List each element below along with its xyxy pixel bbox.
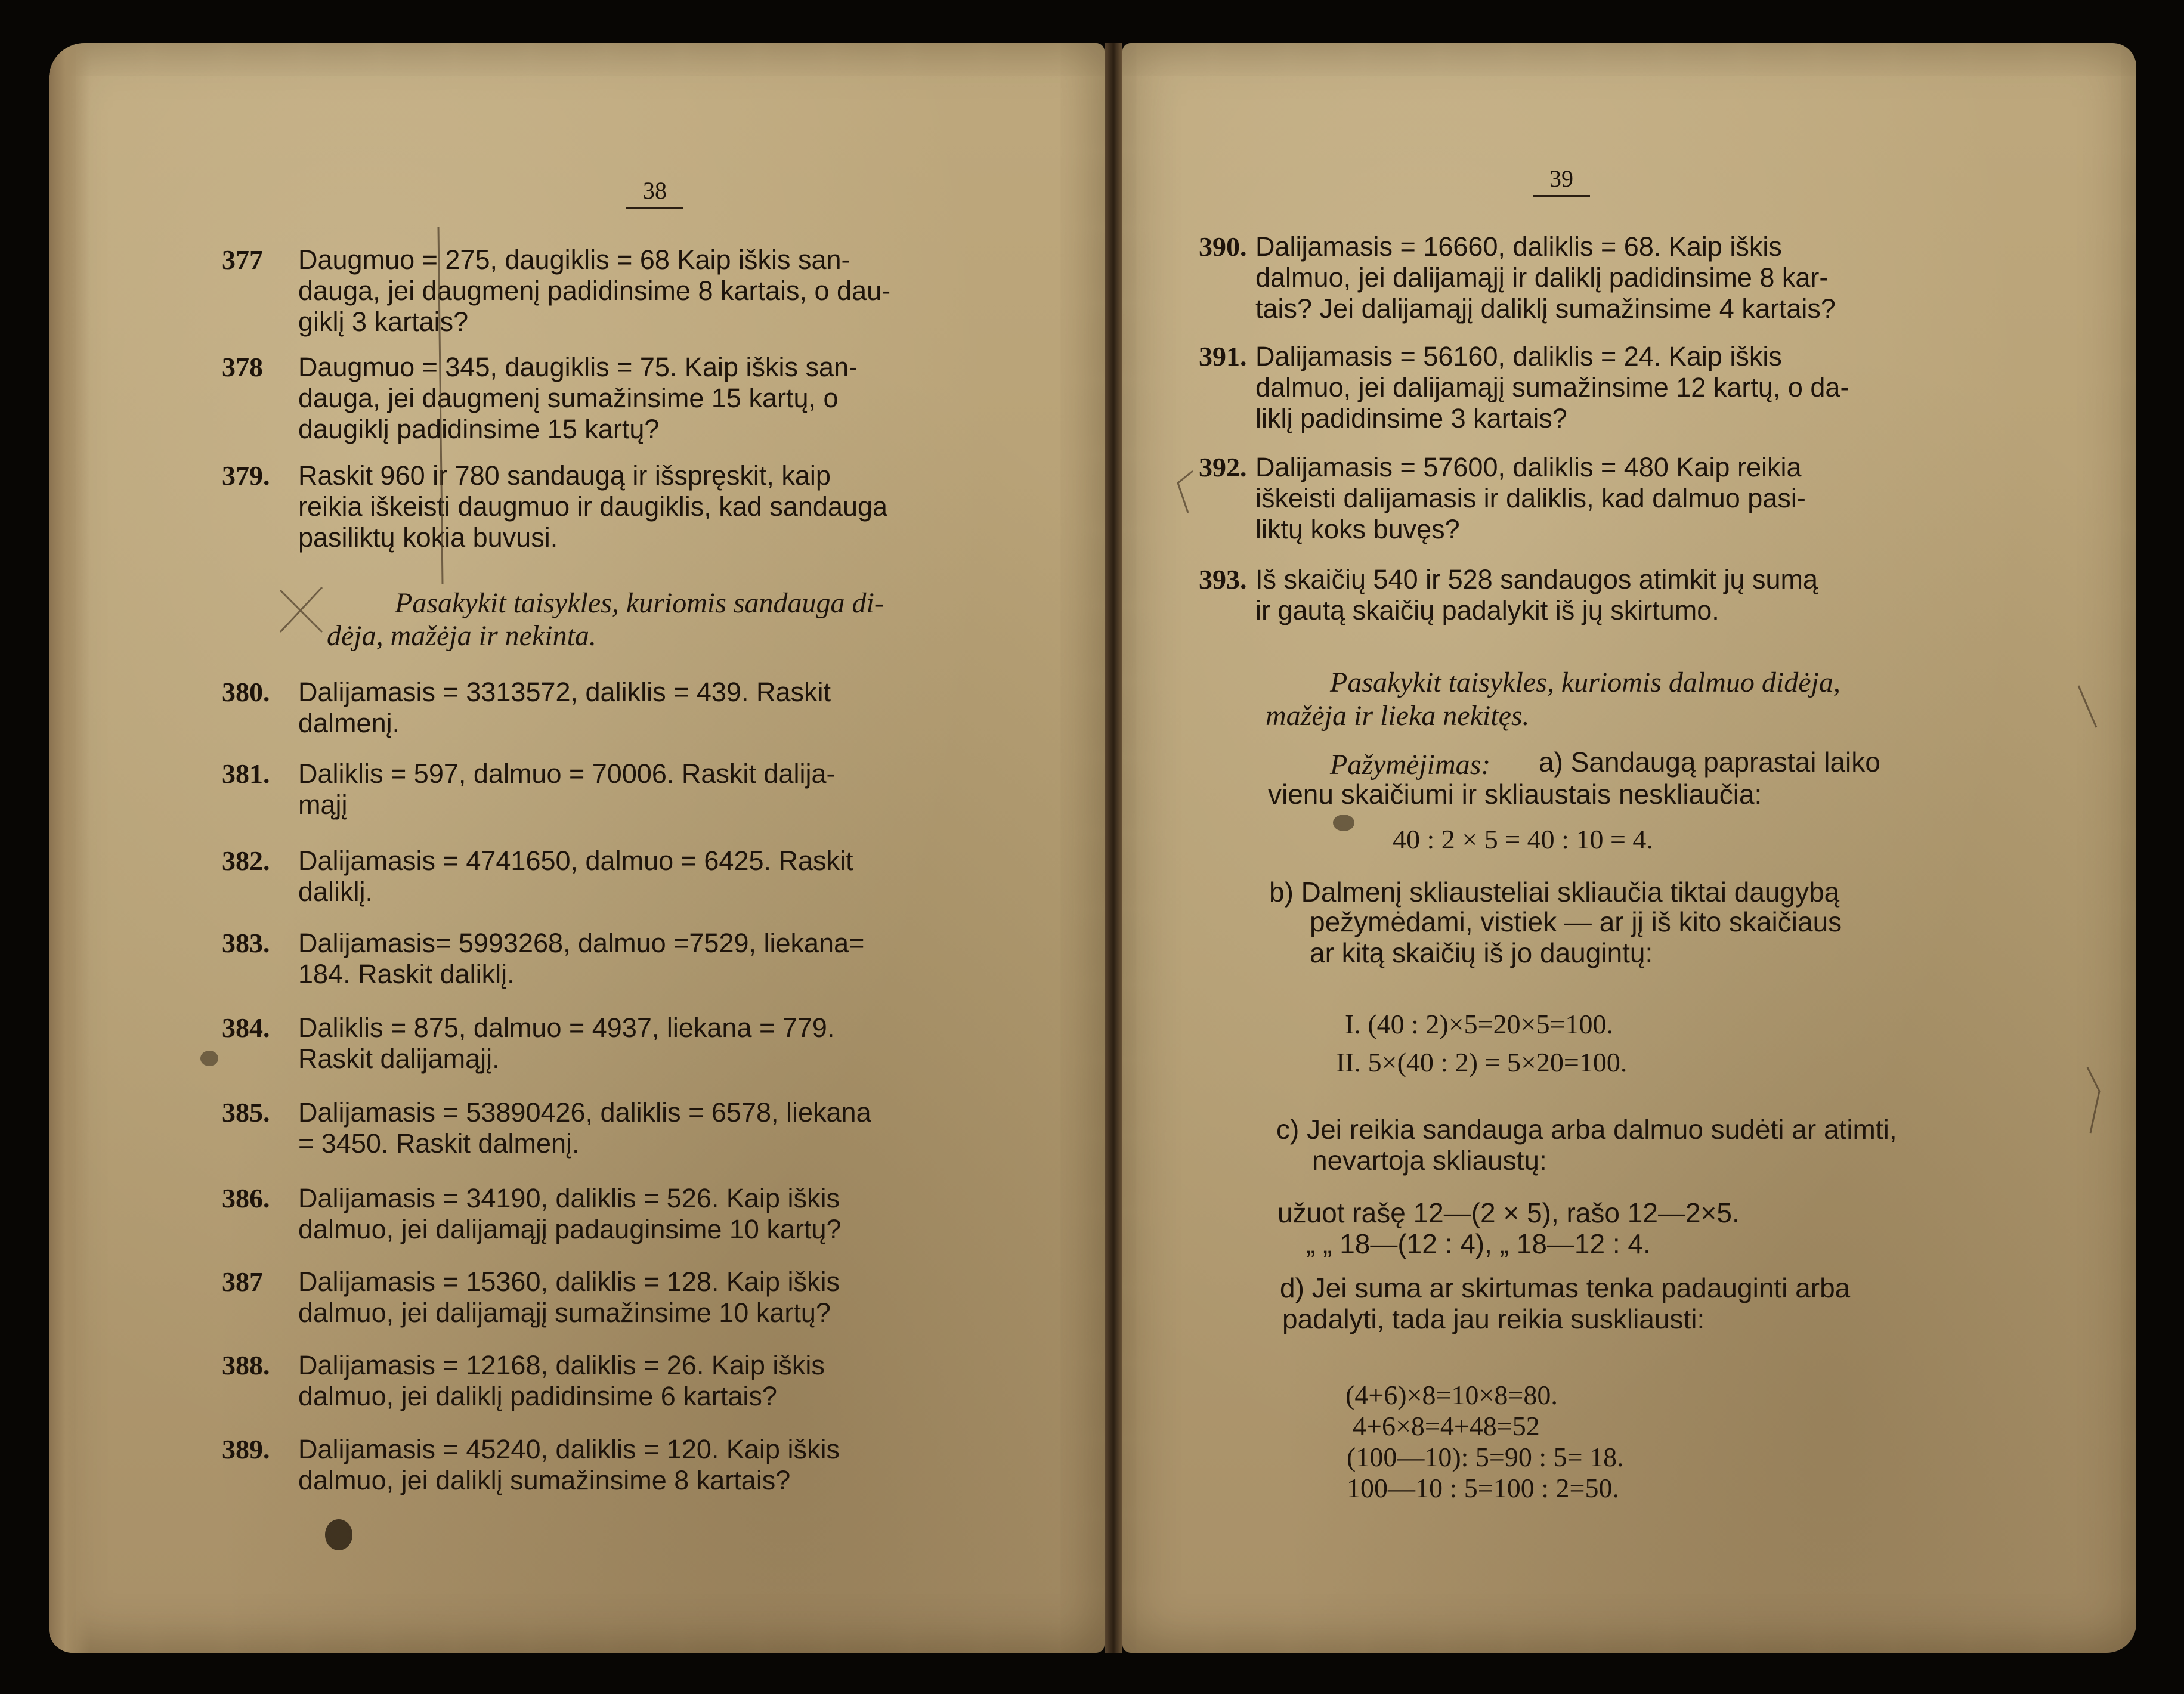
exercise-line: Daugmuo = 345, daugiklis = 75. Kaip iškis san- xyxy=(298,352,858,382)
exercise-line: Daugmuo = 275, daugiklis = 68 Kaip iškis san- xyxy=(298,244,850,275)
exercise-number: 378 xyxy=(222,352,263,382)
exercise-line: Iš skaičių 540 ir 528 sandaugos atimkit jų sumą xyxy=(1255,564,1818,594)
exercise-line: Dalijamasis = 53890426, daliklis = 6578, liekana xyxy=(298,1097,871,1128)
exercise-number: 389. xyxy=(222,1434,270,1464)
exercise-number: 387 xyxy=(222,1266,263,1297)
note-a-line: vienu skaičiumi ir skliaustais neskliaučia: xyxy=(1268,779,1762,810)
exercise-number: 393. xyxy=(1199,564,1247,594)
exercise-line: Dalijamasis = 3313572, daliklis = 439. Raskit xyxy=(298,677,831,707)
exercise-line: Dalijamasis = 34190, daliklis = 526. Kaip iškis xyxy=(298,1183,840,1213)
exercise-line: dalmuo, jei dalijamąjį sumažinsime 12 kartų, o da- xyxy=(1255,372,1849,402)
exercise-number: 382. xyxy=(222,846,270,876)
example-d-line: (100—10): 5=90 : 5= 18. xyxy=(1347,1442,1624,1472)
exercise-line: dalmuo, jei daliklį sumažinsime 8 kartais? xyxy=(298,1465,791,1495)
rule-prompt-line: dėja, mažėja ir nekinta. xyxy=(327,620,596,652)
example-d-line: (4+6)×8=10×8=80. xyxy=(1345,1380,1558,1410)
exercise-line: iškeisti dalijamasis ir daliklis, kad dalmuo pasi- xyxy=(1255,483,1806,513)
exercise-line: tais? Jei dalijamąjį daliklį sumažinsime 4 kartais? xyxy=(1255,293,1836,324)
note-b-line: pežymėdami, vistiek — ar jį iš kito skaičiaus xyxy=(1310,906,1842,937)
exercise-line: Dalijamasis = 56160, daliklis = 24. Kaip iškis xyxy=(1255,341,1782,371)
example-a: 40 : 2 × 5 = 40 : 10 = 4. xyxy=(1393,824,1653,854)
note-d-line: d) Jei suma ar skirtumas tenka padauginti arba xyxy=(1280,1272,1851,1303)
exercise-number: 380. xyxy=(222,677,270,707)
exercise-line: Dalijamasis = 57600, daliklis = 480 Kaip reikia xyxy=(1255,452,1802,482)
exercise-number: 377 xyxy=(222,244,263,275)
example-c-line: „ „ 18—(12 : 4), „ 18—12 : 4. xyxy=(1306,1228,1651,1259)
example-d-line: 4+6×8=4+48=52 xyxy=(1353,1411,1540,1441)
note-d-line: padalyti, tada jau reikia suskliausti: xyxy=(1282,1303,1705,1334)
exercise-number: 384. xyxy=(222,1012,270,1043)
exercise-line: 184. Raskit daliklį. xyxy=(298,959,515,989)
exercise-line: dalmuo, jei dalijamąjį ir daliklį padidinsime 8 kar- xyxy=(1255,262,1829,293)
exercise-line: Daliklis = 597, dalmuo = 70006. Raskit dalija- xyxy=(298,758,836,789)
exercise-line: dauga, jei daugmenį sumažinsime 15 kartų, o xyxy=(298,383,839,413)
exercise-line: giklį 3 kartais? xyxy=(298,306,469,337)
rule-prompt-line: mažėja ir lieka nekitęs. xyxy=(1266,700,1530,732)
exercise-number: 385. xyxy=(222,1097,270,1128)
exercise-line: dalmuo, jei daliklį padidinsime 6 kartais? xyxy=(298,1381,777,1411)
exercise-number: 381. xyxy=(222,758,270,789)
exercise-number: 390. xyxy=(1199,231,1247,262)
exercise-line: liklį padidinsime 3 kartais? xyxy=(1255,403,1567,433)
exercise-line: dalmuo, jei dalijamąjį padauginsime 10 kartų? xyxy=(298,1214,842,1244)
exercise-number: 391. xyxy=(1199,341,1247,371)
note-a-line: a) Sandaugą paprastai laiko xyxy=(1539,747,1880,778)
exercise-line: liktų koks buvęs? xyxy=(1255,514,1460,544)
exercise-line: pasiliktų kokia buvusi. xyxy=(298,522,558,553)
exercise-line: Raskit 960 ir 780 sandaugą ir išspręskit, kaip xyxy=(298,460,831,491)
note-label: Pažymėjimas: xyxy=(1330,749,1491,781)
exercise-line: Dalijamasis = 4741650, dalmuo = 6425. Raskit xyxy=(298,846,853,876)
page-number-right: 39 xyxy=(1533,165,1590,197)
exercise-line: mąjį xyxy=(298,789,348,820)
example-c-line: užuot rašę 12—(2 × 5), rašo 12—2×5. xyxy=(1277,1197,1740,1228)
note-b-line: ar kitą skaičių iš jo daugintų: xyxy=(1310,937,1653,968)
page-number-left: 38 xyxy=(626,176,683,209)
exercise-number: 383. xyxy=(222,928,270,958)
note-b-line: b) Dalmenį skliausteliai skliaučia tiktai daugybą xyxy=(1269,877,1840,908)
exercise-line: dalmuo, jei dalijamąjį sumažinsime 10 kartų? xyxy=(298,1297,831,1328)
exercise-line: Dalijamasis= 5993268, dalmuo =7529, liekana= xyxy=(298,928,865,958)
exercise-line: reikia iškeisti daugmuo ir daugiklis, kad sandauga xyxy=(298,491,888,522)
exercise-line: dauga, jei daugmenį padidinsime 8 kartais, o dau- xyxy=(298,275,891,306)
exercise-number: 392. xyxy=(1199,452,1247,482)
exercise-line: Dalijamasis = 16660, daliklis = 68. Kaip iškis xyxy=(1255,231,1782,262)
exercise-line: Dalijamasis = 45240, daliklis = 120. Kaip iškis xyxy=(298,1434,840,1464)
example-b-line: II. 5×(40 : 2) = 5×20=100. xyxy=(1336,1047,1628,1077)
rule-prompt-line: Pasakykit taisykles, kuriomis sandauga di- xyxy=(395,587,884,619)
example-b-line: I. (40 : 2)×5=20×5=100. xyxy=(1345,1009,1614,1039)
exercise-line: Raskit dalijamąjį. xyxy=(298,1043,500,1074)
exercise-number: 386. xyxy=(222,1183,270,1213)
exercise-line: daugiklį padidinsime 15 kartų? xyxy=(298,414,660,444)
exercise-line: Dalijamasis = 12168, daliklis = 26. Kaip iškis xyxy=(298,1350,825,1380)
exercise-line: dalmenį. xyxy=(298,708,400,738)
note-c-line: nevartoja skliaustų: xyxy=(1312,1145,1547,1176)
exercise-line: daliklį. xyxy=(298,877,373,907)
rule-prompt-line: Pasakykit taisykles, kuriomis dalmuo didėja, xyxy=(1330,667,1840,698)
example-d-line: 100—10 : 5=100 : 2=50. xyxy=(1347,1473,1619,1503)
exercise-line: Daliklis = 875, dalmuo = 4937, liekana = 779. xyxy=(298,1012,835,1043)
exercise-number: 379. xyxy=(222,460,270,491)
note-c-line: c) Jei reikia sandauga arba dalmuo sudėti ar atimti, xyxy=(1276,1114,1897,1145)
exercise-line: = 3450. Raskit dalmenį. xyxy=(298,1128,580,1159)
exercise-number: 388. xyxy=(222,1350,270,1380)
exercise-line: Dalijamasis = 15360, daliklis = 128. Kaip iškis xyxy=(298,1266,840,1297)
exercise-line: ir gautą skaičių padalykit iš jų skirtumo. xyxy=(1255,595,1719,625)
